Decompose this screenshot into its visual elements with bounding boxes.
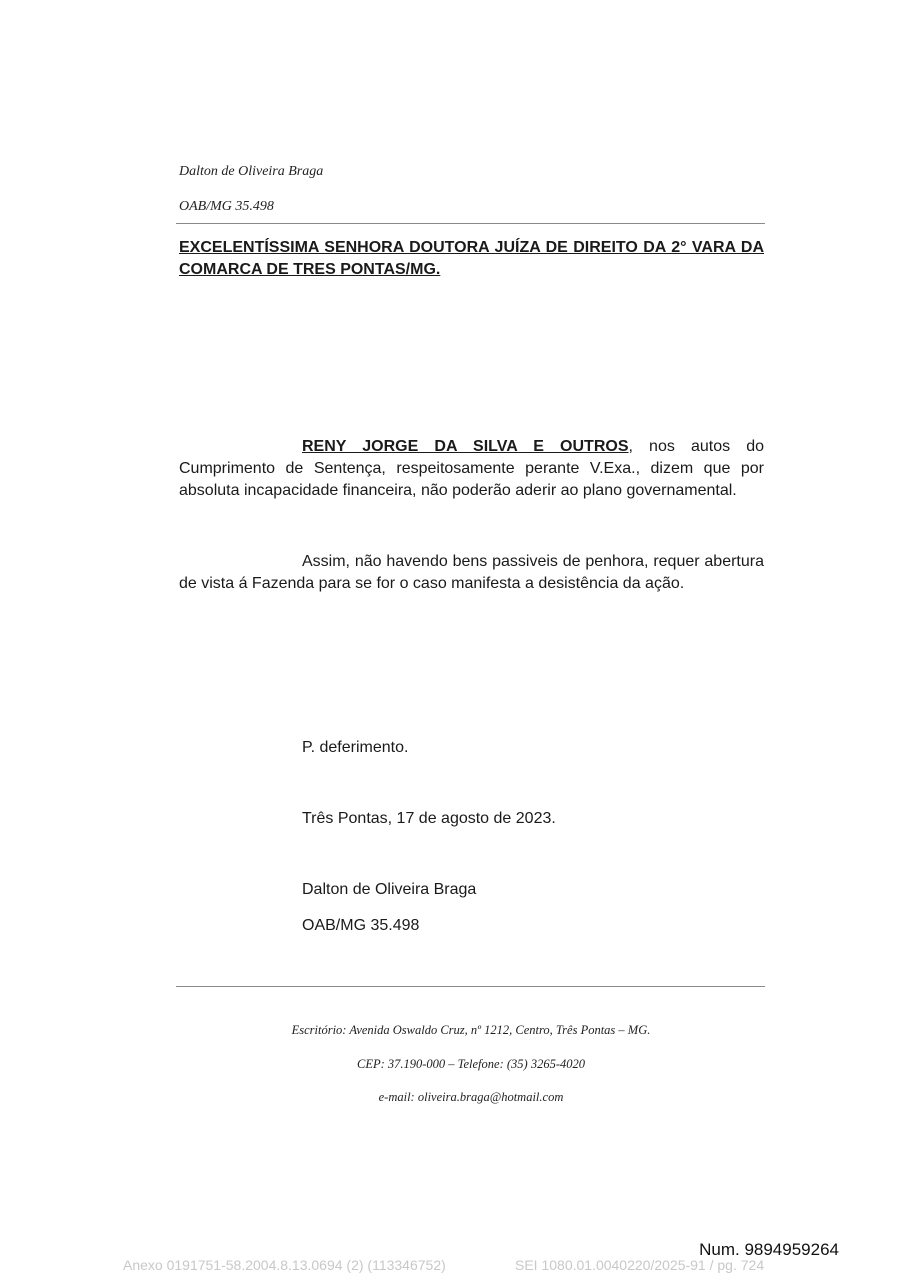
- paragraph-1: [179, 436, 764, 502]
- footer-email: e-mail: oliveira.braga@hotmail.com: [378, 1090, 564, 1104]
- signer-name: Dalton de Oliveira Braga: [302, 881, 477, 898]
- sei-stamp: SEI 1080.01.0040220/2025-91 / pg. 724: [515, 1257, 765, 1273]
- header-oab: OAB/MG 35.498: [179, 199, 274, 214]
- footer-divider: [176, 986, 765, 987]
- place-date: Três Pontas, 17 de agosto de 2023.: [302, 810, 556, 827]
- header-name: Dalton de Oliveira Braga: [179, 164, 324, 179]
- party-name: RENY JORGE DA SILVA E OUTROS: [302, 438, 629, 455]
- footer-address: Escritório: Avenida Oswaldo Cruz, nº 1212, Centro, Três Pontas – MG.: [291, 1023, 651, 1037]
- petition-heading: EXCELENTÍSSIMA SENHORA DOUTORA JUÍZA DE DIREITO DA 2° VARA DA COMARCA DE TRES PONTAS/MG.: [179, 239, 764, 278]
- footer-cep-phone: CEP: 37.190-000 – Telefone: (35) 3265-4020: [357, 1057, 585, 1071]
- document-number: Num. 9894959264: [699, 1240, 839, 1259]
- paragraph-1-text: , nos autos do Cumprimento de Sentença, respeitosamente perante V.Exa., dizem que por absoluta incapacidade financeira, não poderão aderir ao plano governamental.: [179, 438, 765, 499]
- paragraph-2: Assim, não havendo bens passiveis de penhora, requer abertura de vista á Fazenda para se for o caso manifesta a desistência da ação.: [179, 553, 764, 592]
- annex-stamp: Anexo 0191751-58.2004.8.13.0694 (2) (113346752): [123, 1257, 446, 1273]
- header-divider: [176, 223, 765, 224]
- request-line: P. deferimento.: [302, 739, 409, 756]
- signer-oab: OAB/MG 35.498: [302, 917, 420, 934]
